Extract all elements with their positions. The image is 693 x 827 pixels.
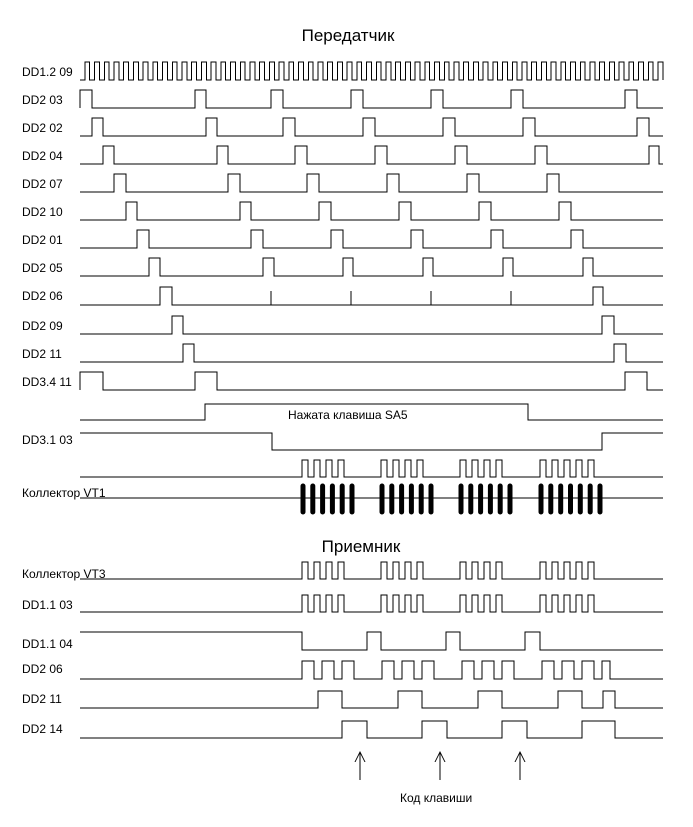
wave-dd2-05 <box>80 258 663 276</box>
key-code-note: Код клавиши <box>400 791 473 805</box>
signal-label-rx-dd2-11: DD2 11 <box>22 692 62 706</box>
wave-dd2-04 <box>80 146 663 164</box>
transmitter-title: Передатчик <box>301 26 395 45</box>
signal-label-dd1-1-04: DD1.1 04 <box>22 637 73 651</box>
collector-vt1-bursts <box>303 486 600 512</box>
signal-label-collector-vt3: Коллектор VT3 <box>22 567 106 581</box>
signal-label-dd2-05: DD2 05 <box>22 261 63 275</box>
wave-dd1-2-09 <box>80 62 663 80</box>
arrow-shape <box>435 752 445 780</box>
wave-dd1-1-04 <box>80 632 663 650</box>
wave-rx-dd2-11 <box>80 691 663 708</box>
wave-dd3-1-03 <box>80 433 663 450</box>
signal-label-collector-vt1: Коллектор VT1 <box>22 486 106 500</box>
signal-label-dd1-2-09: DD1.2 09 <box>22 65 73 79</box>
signal-label-dd2-01: DD2 01 <box>22 233 63 247</box>
signal-label-dd2-11: DD2 11 <box>22 347 62 361</box>
signal-label-rx-dd2-14: DD2 14 <box>22 722 63 736</box>
signal-label-dd2-07: DD2 07 <box>22 177 63 191</box>
wave-burst-gate <box>80 460 663 477</box>
wave-dd2-07 <box>80 174 663 192</box>
wave-dd1-1-03 <box>80 595 663 612</box>
wave-rx-dd2-14 <box>80 721 663 738</box>
wave-rx-dd2-06 <box>80 661 663 679</box>
receiver-title: Приемник <box>321 537 401 556</box>
signal-label-dd2-10: DD2 10 <box>22 205 63 219</box>
wave-dd2-09 <box>80 316 663 334</box>
signal-label-dd2-02: DD2 02 <box>22 121 63 135</box>
signal-label-dd2-04: DD2 04 <box>22 149 63 163</box>
arrow-shape <box>355 752 365 780</box>
signal-label-dd3-4-11: DD3.4 11 <box>22 375 72 389</box>
wave-dd2-03 <box>80 90 663 108</box>
wave-dd2-06 <box>80 287 663 305</box>
wave-dd2-02 <box>80 118 663 136</box>
signal-label-dd1-1-03: DD1.1 03 <box>22 598 73 612</box>
signal-label-dd2-09: DD2 09 <box>22 319 63 333</box>
signal-label-rx-dd2-06: DD2 06 <box>22 662 63 676</box>
key-code-arrow-2 <box>435 752 445 780</box>
key-pressed-note: Нажата клавиша SA5 <box>288 408 408 422</box>
wave-dd3-4-11 <box>80 372 663 390</box>
wave-dd2-10 <box>80 202 663 220</box>
arrow-shape <box>515 752 525 780</box>
key-code-arrow-3 <box>515 752 525 780</box>
signal-label-dd2-06: DD2 06 <box>22 289 63 303</box>
wave-dd2-01 <box>80 230 663 248</box>
wave-dd2-11 <box>80 344 663 362</box>
signal-label-dd3-1-03: DD3.1 03 <box>22 433 73 447</box>
key-code-arrow-1 <box>355 752 365 780</box>
signal-label-dd2-03: DD2 03 <box>22 93 63 107</box>
wave-collector-vt3 <box>80 562 663 579</box>
